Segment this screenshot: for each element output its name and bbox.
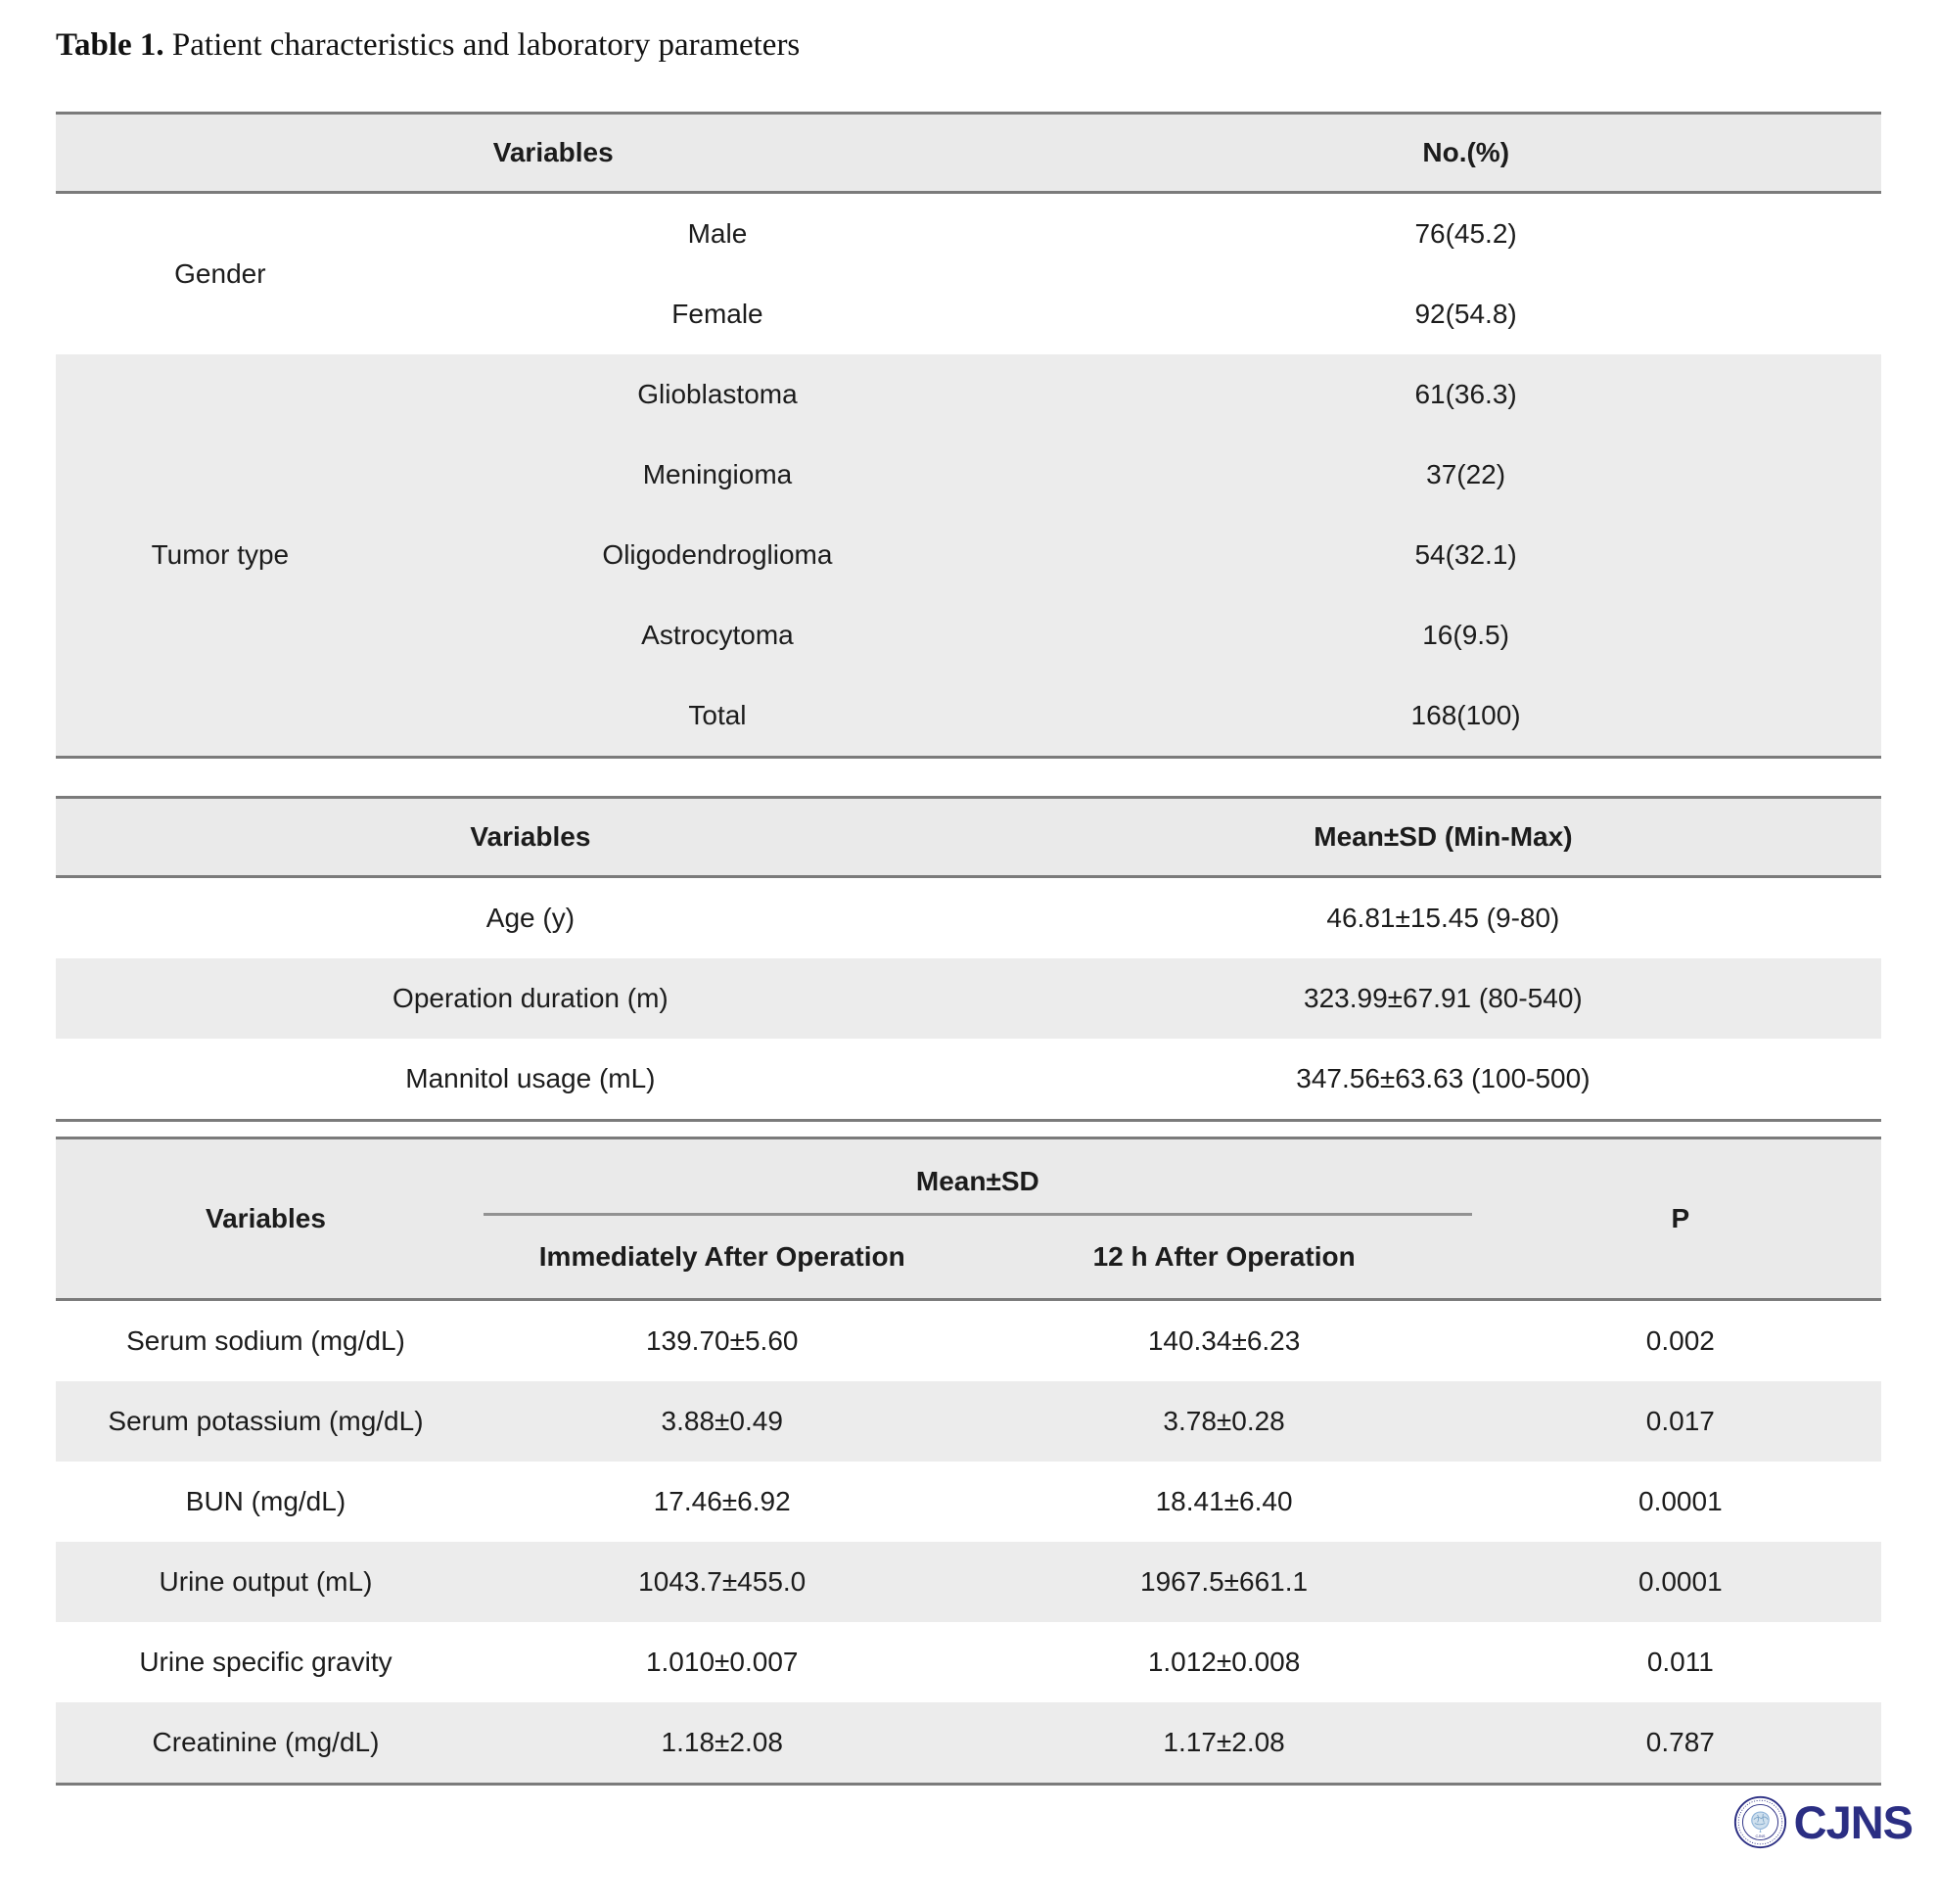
row-value: 76(45.2) bbox=[1414, 218, 1517, 249]
table-row bbox=[385, 515, 1881, 595]
table3-header-immediately: Immediately After Operation bbox=[538, 1240, 905, 1272]
cell-p-value: 0.0001 bbox=[1638, 1566, 1723, 1597]
table-number-label: Table 1. bbox=[56, 27, 164, 63]
cell-p-value: 0.0001 bbox=[1638, 1486, 1723, 1516]
table2-header-mean-sd: Mean±SD (Min-Max) bbox=[1314, 821, 1573, 852]
row-label: Age (y) bbox=[485, 903, 576, 933]
row-value: 92(54.8) bbox=[1414, 299, 1517, 329]
tumor-type-section bbox=[56, 354, 1881, 756]
table-title-text: Patient characteristics and laboratory parameters bbox=[163, 27, 801, 63]
row-label: Serum sodium (mg/dL) bbox=[126, 1325, 405, 1356]
cell-immediately: 3.88±0.49 bbox=[661, 1406, 783, 1436]
cell-immediately: 1.010±0.007 bbox=[645, 1647, 799, 1677]
row-value: 46.81±15.45 (9-80) bbox=[1326, 903, 1560, 933]
gender-group-label: Gender bbox=[174, 258, 266, 289]
cell-p-value: 0.017 bbox=[1645, 1406, 1715, 1436]
page-title bbox=[56, 23, 1881, 67]
cell-immediately: 1.18±2.08 bbox=[661, 1727, 783, 1757]
gender-section bbox=[56, 194, 1881, 354]
row-label: Urine output (mL) bbox=[159, 1566, 373, 1597]
row-label: Serum potassium (mg/dL) bbox=[108, 1406, 424, 1436]
gender-rows bbox=[385, 194, 1881, 354]
row-label: Mannitol usage (mL) bbox=[405, 1063, 656, 1093]
row-label: Total bbox=[688, 700, 747, 730]
row-label: Oligodendroglioma bbox=[602, 539, 833, 570]
row-label: Astrocytoma bbox=[641, 620, 794, 650]
table-row bbox=[385, 354, 1881, 435]
table-row bbox=[56, 1039, 1881, 1119]
table2-header-variables: Variables bbox=[470, 821, 591, 852]
tumor-type-rows bbox=[385, 354, 1881, 756]
row-label: Male bbox=[687, 218, 748, 249]
row-label: Creatinine (mg/dL) bbox=[152, 1727, 380, 1757]
table-continuous-variables bbox=[56, 796, 1881, 1122]
cell-12h: 1.012±0.008 bbox=[1147, 1647, 1301, 1677]
table-row bbox=[385, 595, 1881, 675]
table-row bbox=[385, 274, 1881, 354]
row-label: Operation duration (m) bbox=[392, 983, 669, 1013]
table-row bbox=[385, 675, 1881, 756]
cell-p-value: 0.011 bbox=[1646, 1647, 1714, 1677]
row-label: Female bbox=[671, 299, 763, 329]
table-row bbox=[56, 1381, 1881, 1462]
table-row bbox=[56, 958, 1881, 1039]
cell-12h: 1.17±2.08 bbox=[1163, 1727, 1285, 1757]
table1-header-no-percent: No.(%) bbox=[1422, 137, 1510, 167]
journal-seal-icon bbox=[1732, 1794, 1788, 1850]
table-row bbox=[385, 194, 1881, 274]
cell-immediately: 139.70±5.60 bbox=[645, 1325, 799, 1356]
row-label: Urine specific gravity bbox=[139, 1647, 392, 1677]
table3-header-variables: Variables bbox=[205, 1203, 326, 1233]
cell-immediately: 17.46±6.92 bbox=[653, 1486, 791, 1516]
table1-header-row bbox=[56, 115, 1881, 194]
cell-p-value: 0.787 bbox=[1645, 1727, 1715, 1757]
row-value: 54(32.1) bbox=[1414, 539, 1517, 570]
cell-12h: 3.78±0.28 bbox=[1163, 1406, 1285, 1436]
cell-12h: 140.34±6.23 bbox=[1147, 1325, 1301, 1356]
row-value: 323.99±67.91 (80-540) bbox=[1304, 983, 1583, 1013]
page bbox=[0, 23, 1937, 1850]
cell-immediately: 1043.7±455.0 bbox=[638, 1566, 807, 1597]
table-row bbox=[385, 435, 1881, 515]
table1-header-variables: Variables bbox=[492, 137, 614, 167]
table-row bbox=[56, 1462, 1881, 1542]
cell-p-value: 0.002 bbox=[1645, 1325, 1715, 1356]
table3-subheaders bbox=[476, 1216, 1480, 1273]
table3-header-mean-sd-group bbox=[476, 1139, 1480, 1298]
row-label: BUN (mg/dL) bbox=[185, 1486, 346, 1516]
svg-text:CJNS: CJNS bbox=[1755, 1834, 1766, 1839]
journal-logo-text: CJNS bbox=[1793, 1796, 1913, 1848]
row-value: 16(9.5) bbox=[1422, 620, 1509, 650]
table3-header-mean-sd: Mean±SD bbox=[915, 1165, 1039, 1196]
cell-12h: 1967.5±661.1 bbox=[1140, 1566, 1309, 1597]
table-row bbox=[56, 1301, 1881, 1381]
row-label: Glioblastoma bbox=[637, 379, 798, 409]
table-row bbox=[56, 1622, 1881, 1702]
row-label: Meningioma bbox=[642, 459, 793, 489]
journal-logo bbox=[56, 1794, 1913, 1850]
cell-12h: 18.41±6.40 bbox=[1155, 1486, 1293, 1516]
row-value: 347.56±63.63 (100-500) bbox=[1296, 1063, 1591, 1093]
table-row bbox=[56, 878, 1881, 958]
table-patient-counts bbox=[56, 112, 1881, 759]
row-value: 61(36.3) bbox=[1414, 379, 1517, 409]
table-row bbox=[56, 1702, 1881, 1783]
table-lab-parameters bbox=[56, 1137, 1881, 1786]
table3-header-row bbox=[56, 1139, 1881, 1301]
table-row bbox=[56, 1542, 1881, 1622]
table3-header-12h: 12 h After Operation bbox=[1092, 1240, 1356, 1272]
table3-header-p: P bbox=[1671, 1203, 1690, 1233]
row-value: 168(100) bbox=[1410, 700, 1521, 730]
row-value: 37(22) bbox=[1426, 459, 1506, 489]
table2-header-row bbox=[56, 799, 1881, 878]
tumor-type-group-label: Tumor type bbox=[151, 539, 290, 570]
